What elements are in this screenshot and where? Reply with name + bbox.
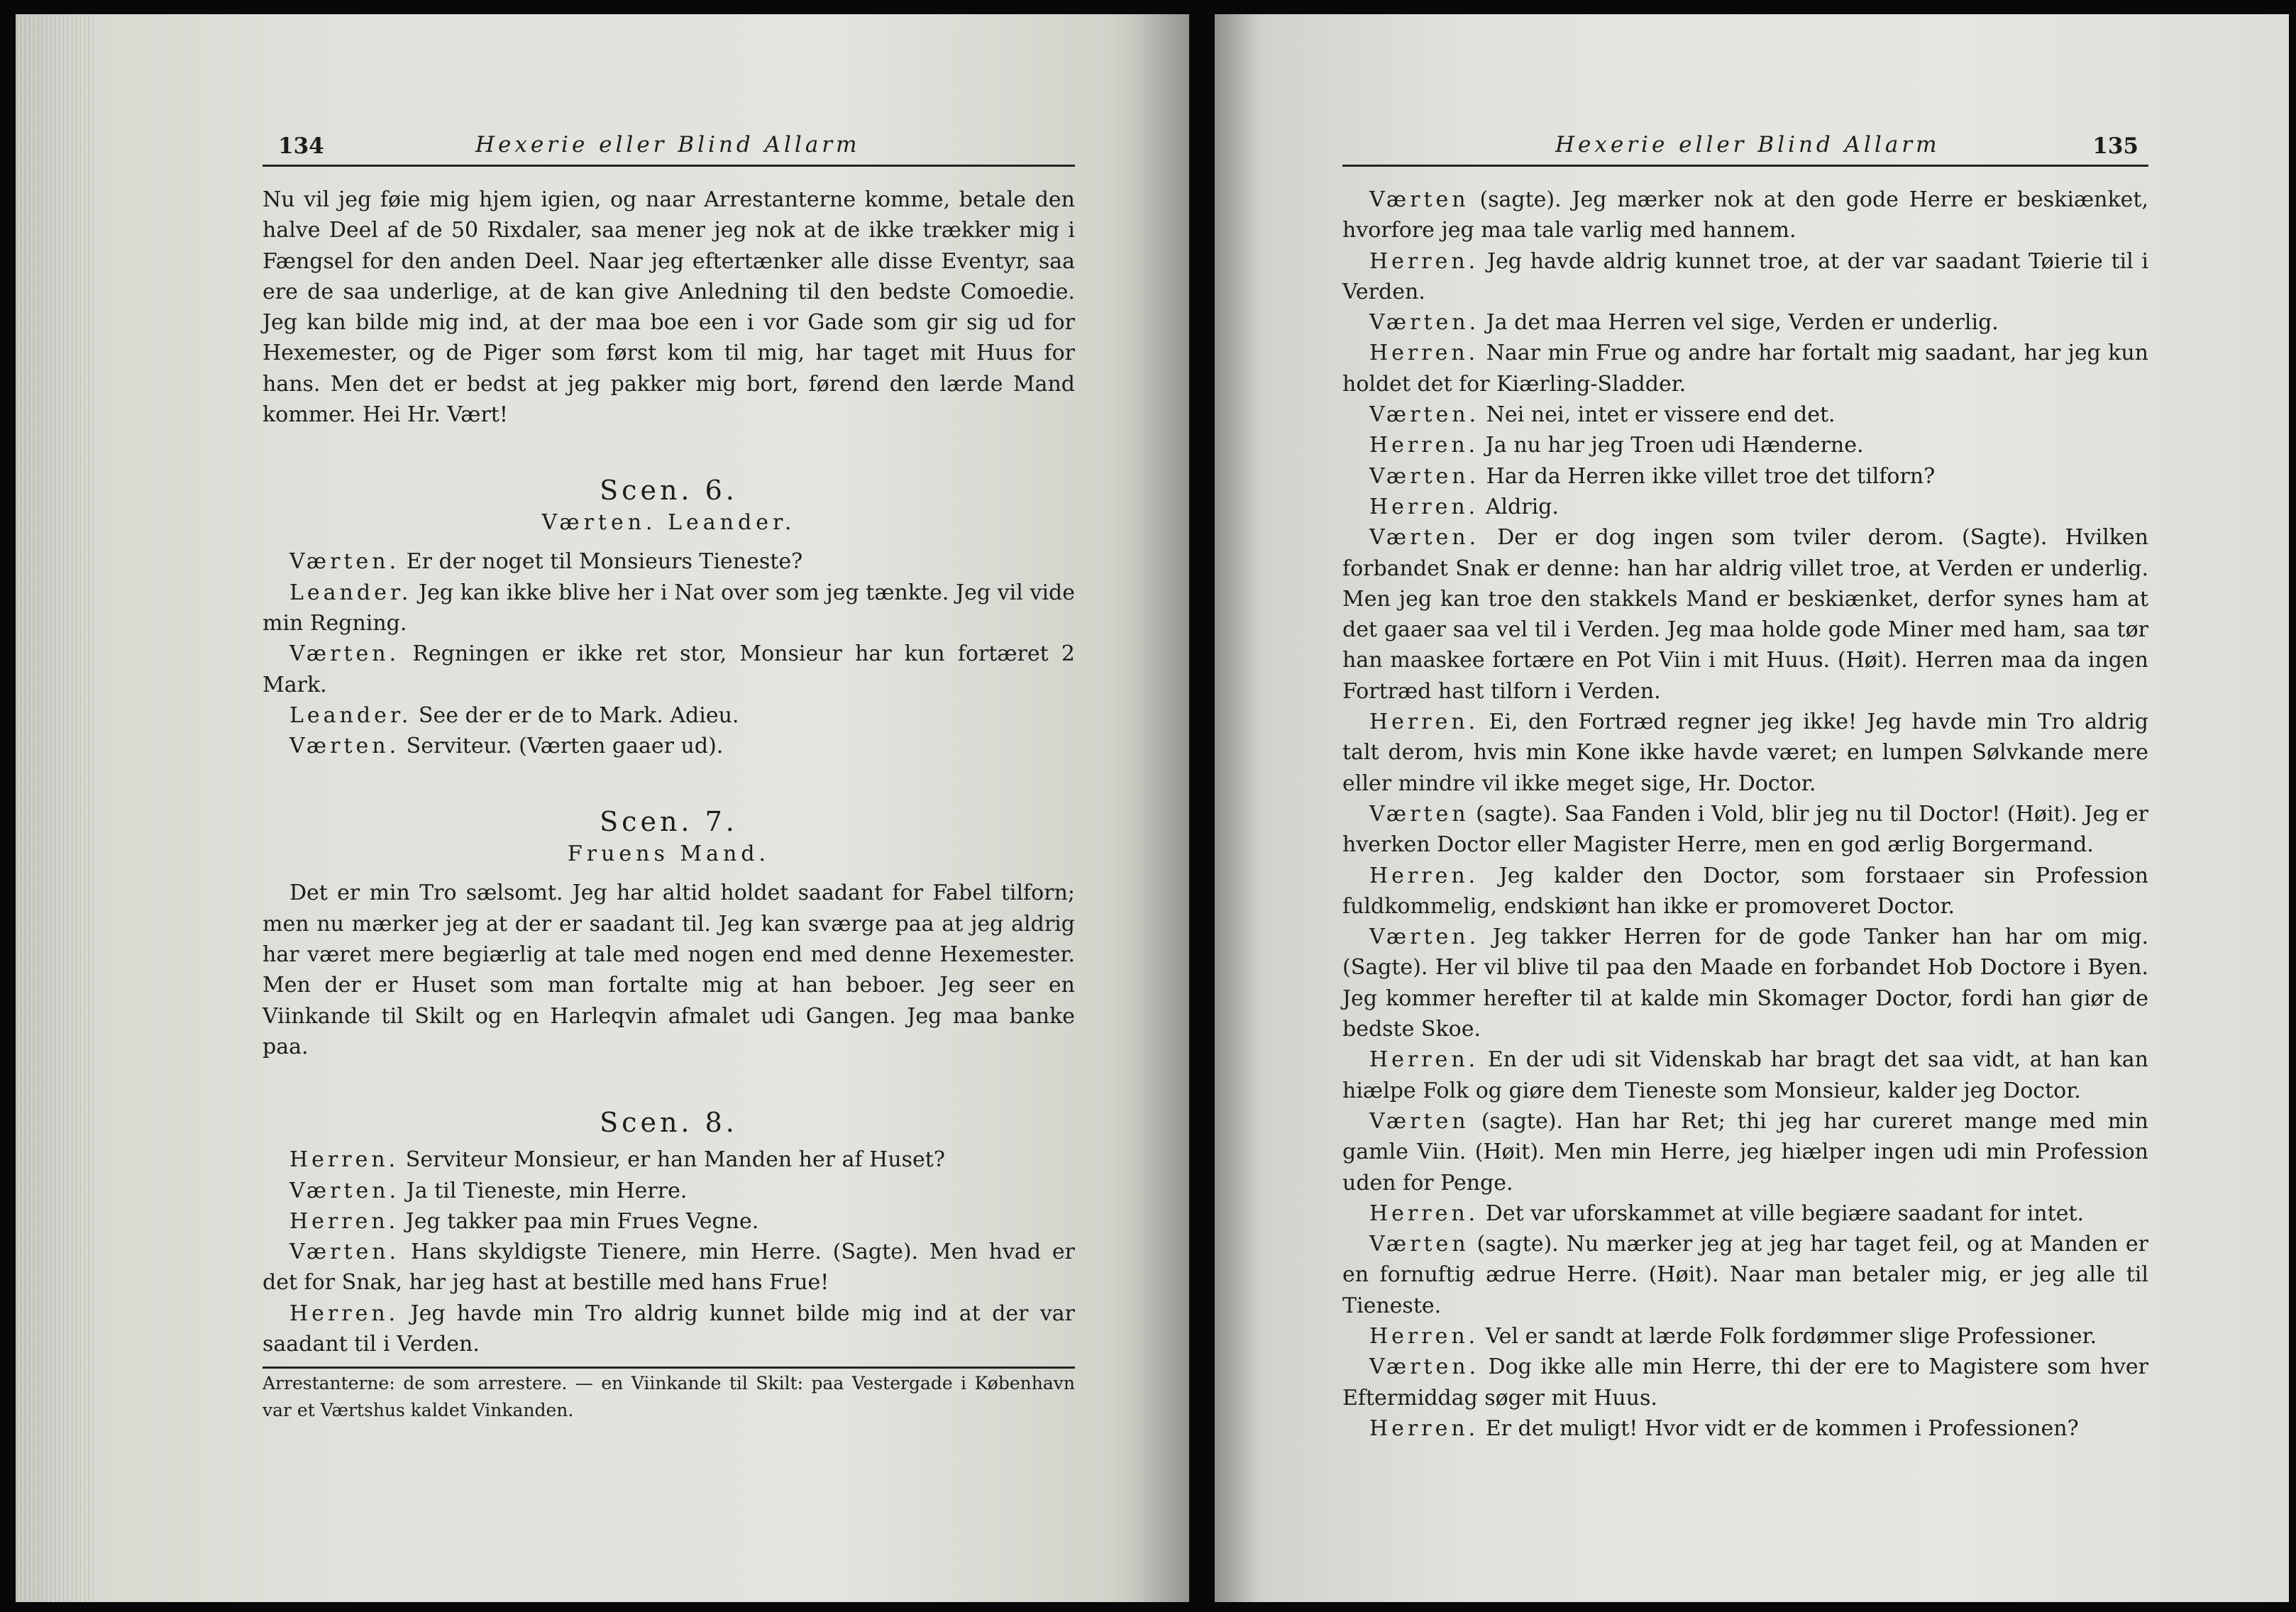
speaker: Herren. (1369, 433, 1479, 458)
speech-text: Serviteur. (Værten gaaer ud). (406, 734, 724, 759)
speaker: Herren. (1369, 248, 1479, 274)
speech-text: Dog ikke alle min Herre, thi der ere to Magistere som hver Eftermiddag søger mit Huus. (1342, 1354, 2148, 1410)
speech (1342, 399, 2148, 430)
speaker: Herren. (1369, 1415, 1479, 1441)
speech-text: Jeg havde aldrig kunnet troe, at der var saadant Tøierie til i Verden. (1342, 248, 2148, 304)
opening-paragraph: Nu vil jeg føie mig hjem igien, og naar Arrestanterne komme, betale den halve Deel af de 50 Rixdaler, saa mener jeg nok at de ikke trækker mig i Fængsel for den anden Deel. Naar jeg eftertænker alle disse Eventyr, saa ere de saa underlige, at de kan give Anledning til den bedste Comoedie. Jeg kan bilde mig ind, at der maa boe een i vor Gade som gir sig ud for Hexemester, og de Piger som først kom til mig, har taget mit Huus for hans. Men det er bedst at jeg pakker mig bort, førend den lærde Mand kommer. Hei Hr. Vært! (263, 187, 1075, 428)
speech (1342, 1044, 2148, 1106)
speech (1342, 1352, 2148, 1413)
scene-heading: Scen. 6. (600, 475, 738, 507)
speech (263, 639, 1075, 700)
scene-persons: Værten. Leander. (541, 510, 796, 536)
speaker: Herren. (289, 1147, 399, 1173)
speech-text: Jeg takker Herren for de gode Tanker han har om mig. (Sagte). Her vil blive til paa den Maade en forbandet Hob Doctore i Byen. Jeg kommer herefter til at kalde min Skomager Doctor, fordi han giør de bedste Skoe. (1342, 924, 2148, 1042)
speech-text: (sagte). Jeg mærker nok at den gode Herre er beskiænket, hvorfore jeg maa tale varlig med hannem. (1342, 187, 2148, 243)
scene-heading: Scen. 8. (600, 1107, 738, 1139)
speaker: Værten (1369, 1108, 1469, 1134)
speaker: Herren. (1369, 341, 1479, 366)
speech-text: Har da Herren ikke villet troe det tilforn? (1486, 463, 1936, 489)
page-number: 135 (2092, 133, 2138, 159)
speaker: Værten. (289, 1178, 400, 1203)
speech-text: (sagte). Han har Ret; thi jeg har cureret mange med min gamle Viin. (Høit). Men min Herre, jeg hiælper ingen udi min Profession uden for Penge. (1342, 1108, 2148, 1196)
speaker: Værten (1369, 1232, 1469, 1257)
speaker: Værten. (289, 1240, 400, 1265)
speech-text: Regningen er ikke ret stor, Monsieur har kun fortæret 2 Mark. (263, 641, 1075, 697)
speech (1342, 492, 2148, 522)
speaker: Værten. (1369, 924, 1480, 950)
speaker: Herren. (289, 1208, 399, 1234)
speech-text: (sagte). Nu mærker jeg at jeg har taget feil, og at Manden er en fornuftig ædrue Herre. (Høit). Naar man betaler mig, er jeg alle til Tieneste. (1342, 1232, 2148, 1318)
speech-text: Aldrig. (1485, 494, 1559, 519)
speech-text: Er det muligt! Hvor vidt er de kommen i Professionen? (1485, 1415, 2079, 1441)
speaker: Herren. (1369, 1323, 1479, 1349)
speech (263, 1237, 1075, 1298)
speech (1342, 1229, 2148, 1321)
speech (1342, 522, 2148, 707)
gutter-shadow (1215, 14, 1257, 1602)
footnote-rule (263, 1367, 1075, 1369)
speech (1342, 430, 2148, 460)
speech-text: Ei, den Fortræd regner jeg ikke! Jeg havde min Tro aldrig talt derom, hvis min Kone ikke havde været; en lumpen Sølvkande mere eller mindre vil ikke meget sige, Hr. Doctor. (1342, 710, 2148, 796)
speech (1342, 338, 2148, 399)
speech-text: Hans skyldigste Tienere, min Herre. (Sagte). Men hvad er det for Snak, har jeg hast at bestille med hans Frue! (263, 1240, 1075, 1296)
speech (1342, 1413, 2148, 1444)
speaker: Værten. (289, 641, 400, 667)
speech-text: Ja nu har jeg Troen udi Hænderne. (1485, 433, 1864, 458)
speech (1342, 799, 2148, 861)
scene-persons: Fruens Mand. (567, 841, 771, 867)
speech-text: Jeg havde min Tro aldrig kunnet bilde mig ind at der var saadant til i Verden. (263, 1301, 1075, 1357)
speaker: Leander. (289, 702, 412, 728)
speaker: Værten (1369, 187, 1469, 212)
speech (263, 731, 1075, 761)
speaker: Værten. (289, 734, 400, 759)
speech-text: Er der noget til Monsieurs Tieneste? (406, 549, 803, 575)
speaker: Herren. (1369, 1200, 1479, 1226)
speech-text: Ja til Tieneste, min Herre. (406, 1178, 688, 1203)
speech-text: (sagte). Saa Fanden i Vold, blir jeg nu til Doctor! (Høit). Jeg er hverken Doctor eller Magister Herre, men en god ærlig Borgermand. (1342, 801, 2148, 858)
speech (263, 1298, 1075, 1360)
speaker: Herren. (1369, 494, 1479, 519)
speech (263, 1176, 1075, 1206)
speaker: Værten (1369, 801, 1469, 827)
left-page-text (263, 184, 1075, 1424)
speaker: Værten. (1369, 463, 1480, 489)
speech-text: Naar min Frue og andre har fortalt mig saadant, har jeg kun holdet det for Kiærling-Sladder. (1342, 341, 2148, 397)
speech (1342, 184, 2148, 246)
speech (1342, 1321, 2148, 1352)
speech-text: Det var uforskammet at ville begiære saadant for intet. (1485, 1200, 2085, 1226)
speech (263, 1206, 1075, 1237)
speech-text: See der er de to Mark. Adieu. (418, 702, 739, 728)
speaker: Herren. (289, 1301, 399, 1326)
speech-text: Jeg takker paa min Frues Vegne. (405, 1208, 759, 1234)
speech (263, 578, 1075, 639)
speech-text: Jeg kalder den Doctor, som forstaaer sin Profession fuldkommelig, endskiønt han ikke er promoveret Doctor. (1342, 863, 2148, 919)
speaker: Herren. (1369, 863, 1479, 888)
speech-text: Ja det maa Herren vel sige, Verden er underlig. (1486, 310, 1999, 336)
speaker: Værten. (1369, 1354, 1480, 1380)
page-number: 134 (278, 133, 324, 159)
speaker: Værten. (1369, 402, 1480, 428)
speech (263, 700, 1075, 731)
speech (1342, 461, 2148, 492)
speaker: Leander. (289, 580, 412, 605)
running-head (263, 128, 1075, 167)
running-head (1342, 128, 2148, 167)
scene-heading: Scen. 7. (600, 806, 738, 838)
left-page (16, 14, 1189, 1602)
speech (263, 546, 1075, 577)
gutter-shadow (1132, 14, 1189, 1602)
speech-text: Jeg kan ikke blive her i Nat over som jeg tænkte. Jeg vil vide min Regning. (263, 580, 1075, 636)
speech-text: Nei nei, intet er vissere end det. (1486, 402, 1836, 428)
speech (1342, 307, 2148, 338)
speaker: Herren. (1369, 1047, 1479, 1073)
speaker: Herren. (1369, 710, 1479, 735)
speech-text: Der er dog ingen som tviler derom. (Sagte). Hvilken forbandet Snak er denne: han har aldrig villet troe, at Verden er underlig. Men jeg kan troe den stakkels Mand er beskiænket, derfor synes ham at det gaaer saa vel til i Verden. Jeg maa holde gode Miner med ham, saa tør han maaskee fortære en Pot Viin i mit Huus. (Høit). Herren maa da ingen Fortræd hast tilforn i Verden. (1342, 525, 2148, 704)
speech (1342, 861, 2148, 922)
speech (263, 1144, 1075, 1175)
scene-paragraph: Det er min Tro sælsomt. Jeg har altid holdet saadant for Fabel tilforn; men nu mærker jeg at der er saadant til. Jeg kan sværge paa at jeg aldrig har været mere begiærlig at tale med nogen end med denne Hexemester. Men der er Huset som man fortalte mig at han beboer. Jeg seer en Viinkande til Skilt og en Harleqvin afmalet udi Gangen. Jeg maa banke paa. (263, 880, 1075, 1059)
running-title: Hexerie eller Blind Allarm (475, 132, 861, 158)
speech (1342, 922, 2148, 1044)
right-page (1215, 14, 2289, 1602)
page-edges (16, 14, 94, 1602)
speech (1342, 246, 2148, 308)
footnote: Arrestanterne: de som arrestere. — en Viinkande til Skilt: paa Vestergade i København var et Værtshus kaldet Vinkanden. (263, 1373, 1075, 1421)
speaker: Værten. (1369, 310, 1480, 336)
speech (1342, 707, 2148, 799)
speech-text: Serviteur Monsieur, er han Manden her af Huset? (405, 1147, 945, 1173)
speech (1342, 1198, 2148, 1229)
speech-text: Vel er sandt at lærde Folk fordømmer slige Professioner. (1485, 1323, 2097, 1349)
speaker: Værten. (1369, 525, 1480, 551)
right-page-text (1342, 184, 2148, 1444)
speaker: Værten. (289, 549, 400, 575)
speech (1342, 1106, 2148, 1198)
speech-text: En der udi sit Videnskab har bragt det saa vidt, at han kan hiælpe Folk og giøre dem Tieneste som Monsieur, kalder jeg Doctor. (1342, 1047, 2148, 1103)
running-title: Hexerie eller Blind Allarm (1555, 132, 1941, 158)
